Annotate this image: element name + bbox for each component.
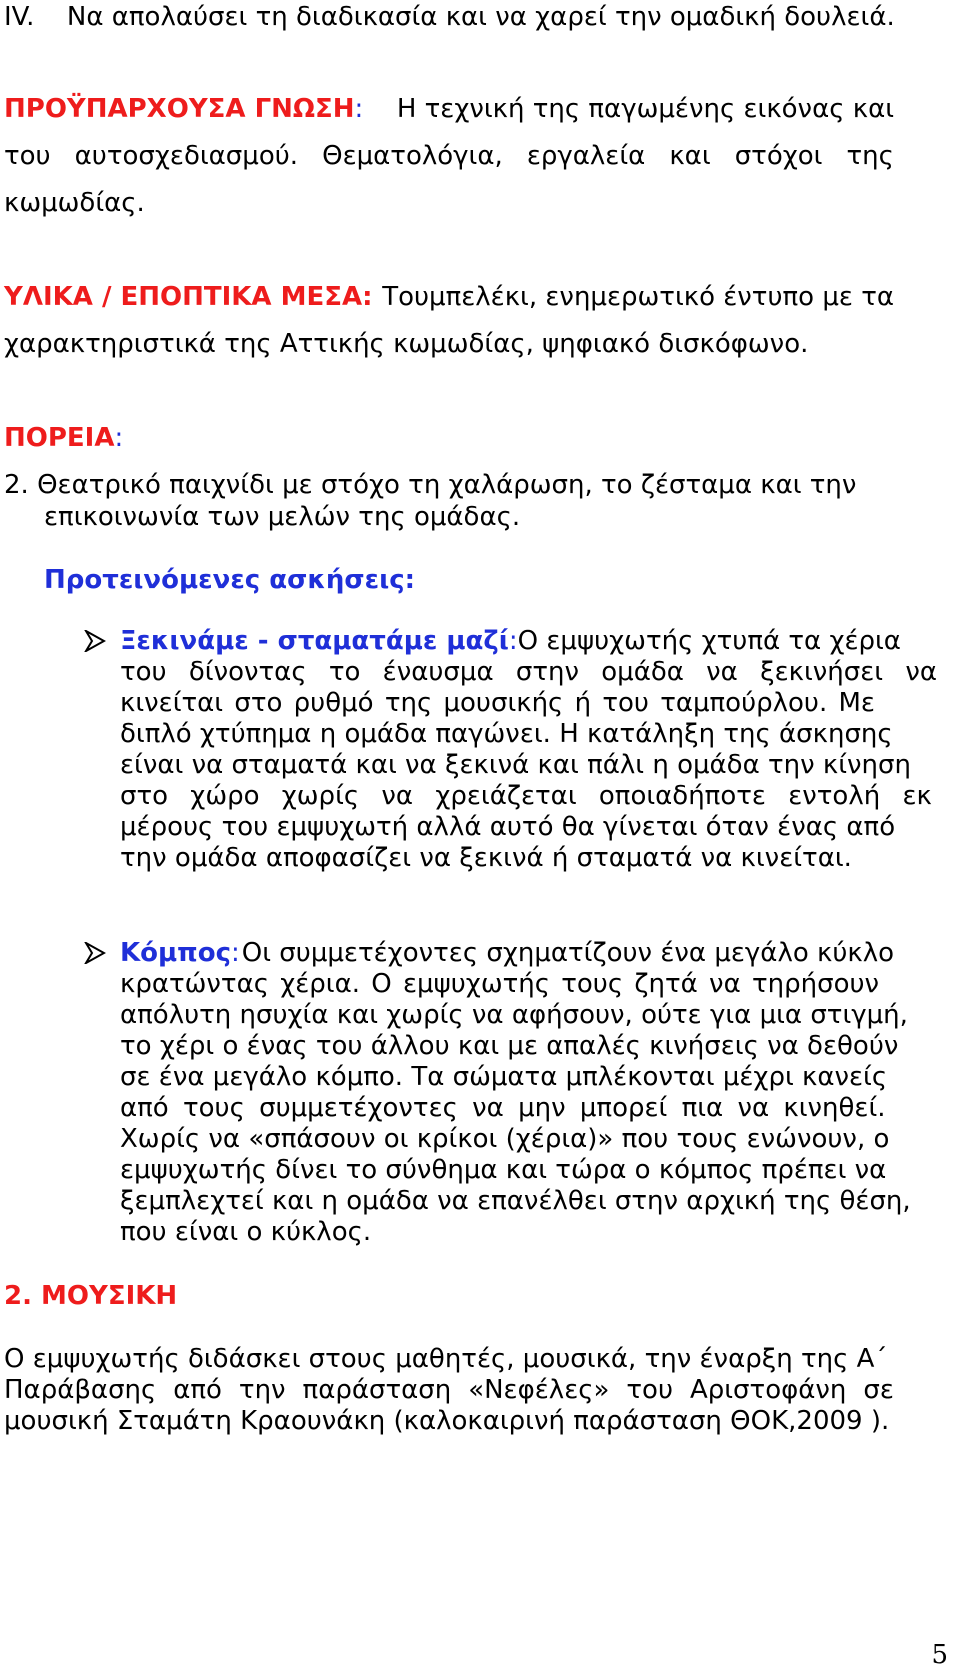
- course-item-line1: 2. Θεατρικό παιχνίδι με στόχο τη χαλάρωση, το ζέσταμα και την: [4, 470, 857, 500]
- arrowhead-bullet-icon: [84, 630, 106, 652]
- exercise1-text: Ο εμψυχωτής χτυπά τα χέρια: [517, 626, 901, 656]
- exercise2-line4: το χέρι ο ένας του άλλου και με απαλές κινήσεις να δεθούν: [120, 1031, 899, 1061]
- word: από: [173, 1375, 222, 1405]
- prior-knowledge-line1: [4, 92, 894, 126]
- prior-knowledge-line3: κωμωδίας.: [4, 188, 145, 218]
- materials-line1: [4, 280, 894, 314]
- word: Παράβασης: [4, 1375, 157, 1405]
- exercise1-line4: διπλό χτύπημα η ομάδα παγώνει. Η κατάληξη της άσκησης: [120, 719, 893, 749]
- word: εργαλεία: [526, 141, 646, 171]
- exercise1-colon: :: [508, 626, 518, 656]
- exercises-heading: Προτεινόμενες ασκήσεις:: [44, 565, 416, 595]
- course-item-line2: επικοινωνία των μελών της ομάδας.: [44, 502, 521, 532]
- word: την: [238, 1375, 286, 1405]
- exercise2-line1: [120, 936, 894, 970]
- word: Θεματολόγια,: [322, 141, 503, 171]
- exercise2-title: Κόμπος: [120, 938, 231, 968]
- page-number: 5: [931, 1640, 948, 1670]
- exercise1-title: Ξεκινάμε - σταματάμε μαζί: [120, 626, 509, 656]
- arrowhead-bullet-icon: [84, 942, 106, 964]
- prior-knowledge-label: ΠΡΟΫΠΑΡΧΟΥΣΑ ΓΝΩΣΗ: [4, 94, 355, 124]
- prior-knowledge-text: Η τεχνική της παγωμένης εικόνας και: [396, 94, 894, 124]
- exercise2-text: Οι συμμετέχοντες σχηματίζουν ένα μεγάλο κύκλο: [241, 938, 894, 968]
- music-line2: [4, 1373, 894, 1407]
- prior-knowledge-line2: [4, 139, 894, 173]
- exercise2-line10: που είναι ο κύκλος.: [120, 1217, 372, 1247]
- word: του: [626, 1375, 673, 1405]
- exercise2-line5: σε ένα μεγάλο κόμπο. Τα σώματα μπλέκονται μέχρι κανείς: [120, 1062, 888, 1092]
- exercise2-line9: ξεμπλεχτεί και η ομάδα να επανέλθει στην αρχική της θέση,: [120, 1186, 911, 1216]
- exercise2-line8: εμψυχωτής δίνει το σύνθημα και τώρα ο κόμπος πρέπει να: [120, 1155, 887, 1185]
- word: του: [4, 141, 51, 171]
- word: της: [846, 141, 894, 171]
- exercise2-colon: :: [230, 938, 240, 968]
- exercise1-line7: μέρους του εμψυχωτή αλλά αυτό θα γίνεται όταν ένας από: [120, 812, 896, 842]
- word: «Νεφέλες»: [468, 1375, 610, 1405]
- word: και: [669, 141, 711, 171]
- exercise1-line3: κινείται στο ρυθμό της μουσικής ή του ταμπούρλου. Με: [120, 688, 875, 718]
- objective-number: IV.: [4, 2, 35, 32]
- exercise1-line6: στο χώρο χωρίς να χρειάζεται οποιαδήποτε εντολή εκ: [120, 781, 932, 811]
- objective-iv: [4, 0, 895, 34]
- course-label: ΠΟΡΕΙΑ: [4, 423, 115, 453]
- word: αυτοσχεδιασμού.: [74, 141, 299, 171]
- word: Αριστοφάνη: [689, 1375, 847, 1405]
- materials-line2: χαρακτηριστικά της Αττικής κωμωδίας, ψηφιακό δισκόφωνο.: [4, 329, 809, 359]
- course-heading: [4, 421, 123, 455]
- exercise1-line1: [120, 624, 901, 658]
- prior-knowledge-colon: :: [354, 94, 364, 124]
- exercise2-line3: απόλυτη ησυχία και χωρίς να αφήσουν, ούτε για μια στιγμή,: [120, 1000, 908, 1030]
- exercise2-line2: κρατώντας χέρια. Ο εμψυχωτής τους ζητά να τηρήσουν: [120, 969, 880, 999]
- exercise1-line5: είναι να σταματά και να ξεκινά και πάλι η ομάδα την κίνηση: [120, 750, 911, 780]
- materials-label: ΥΛΙΚΑ / ΕΠΟΠΤΙΚΑ ΜΕΣΑ:: [4, 282, 373, 312]
- exercise1-line8: την ομάδα αποφασίζει να ξεκινά ή σταματά να κινείται.: [120, 843, 852, 873]
- course-colon: :: [114, 423, 124, 453]
- music-line1: Ο εμψυχωτής διδάσκει στους μαθητές, μουσικά, την έναρξη της Α΄: [4, 1344, 888, 1374]
- exercise2-line6: από τους συμμετέχοντες να μην μπορεί πια να κινηθεί.: [120, 1093, 886, 1123]
- exercise1-line2: του δίνοντας το έναυσμα στην ομάδα να ξεκινήσει να: [120, 657, 938, 687]
- word: παράσταση: [302, 1375, 452, 1405]
- music-line3: μουσική Σταμάτη Κραουνάκη (καλοκαιρινή παράσταση ΘΟΚ,2009 ).: [4, 1406, 890, 1436]
- materials-text: Τουμπελέκι, ενημερωτικό έντυπο με τα: [382, 282, 894, 312]
- objective-text: Να απολαύσει τη διαδικασία και να χαρεί την ομαδική δουλειά.: [66, 2, 895, 32]
- word: σε: [863, 1375, 894, 1405]
- music-heading: 2. ΜΟΥΣΙΚΗ: [4, 1281, 178, 1311]
- exercise2-line7: Χωρίς να «σπάσουν οι κρίκοι (χέρια)» που τους ενώνουν, ο: [120, 1124, 890, 1154]
- word: στόχοι: [734, 141, 823, 171]
